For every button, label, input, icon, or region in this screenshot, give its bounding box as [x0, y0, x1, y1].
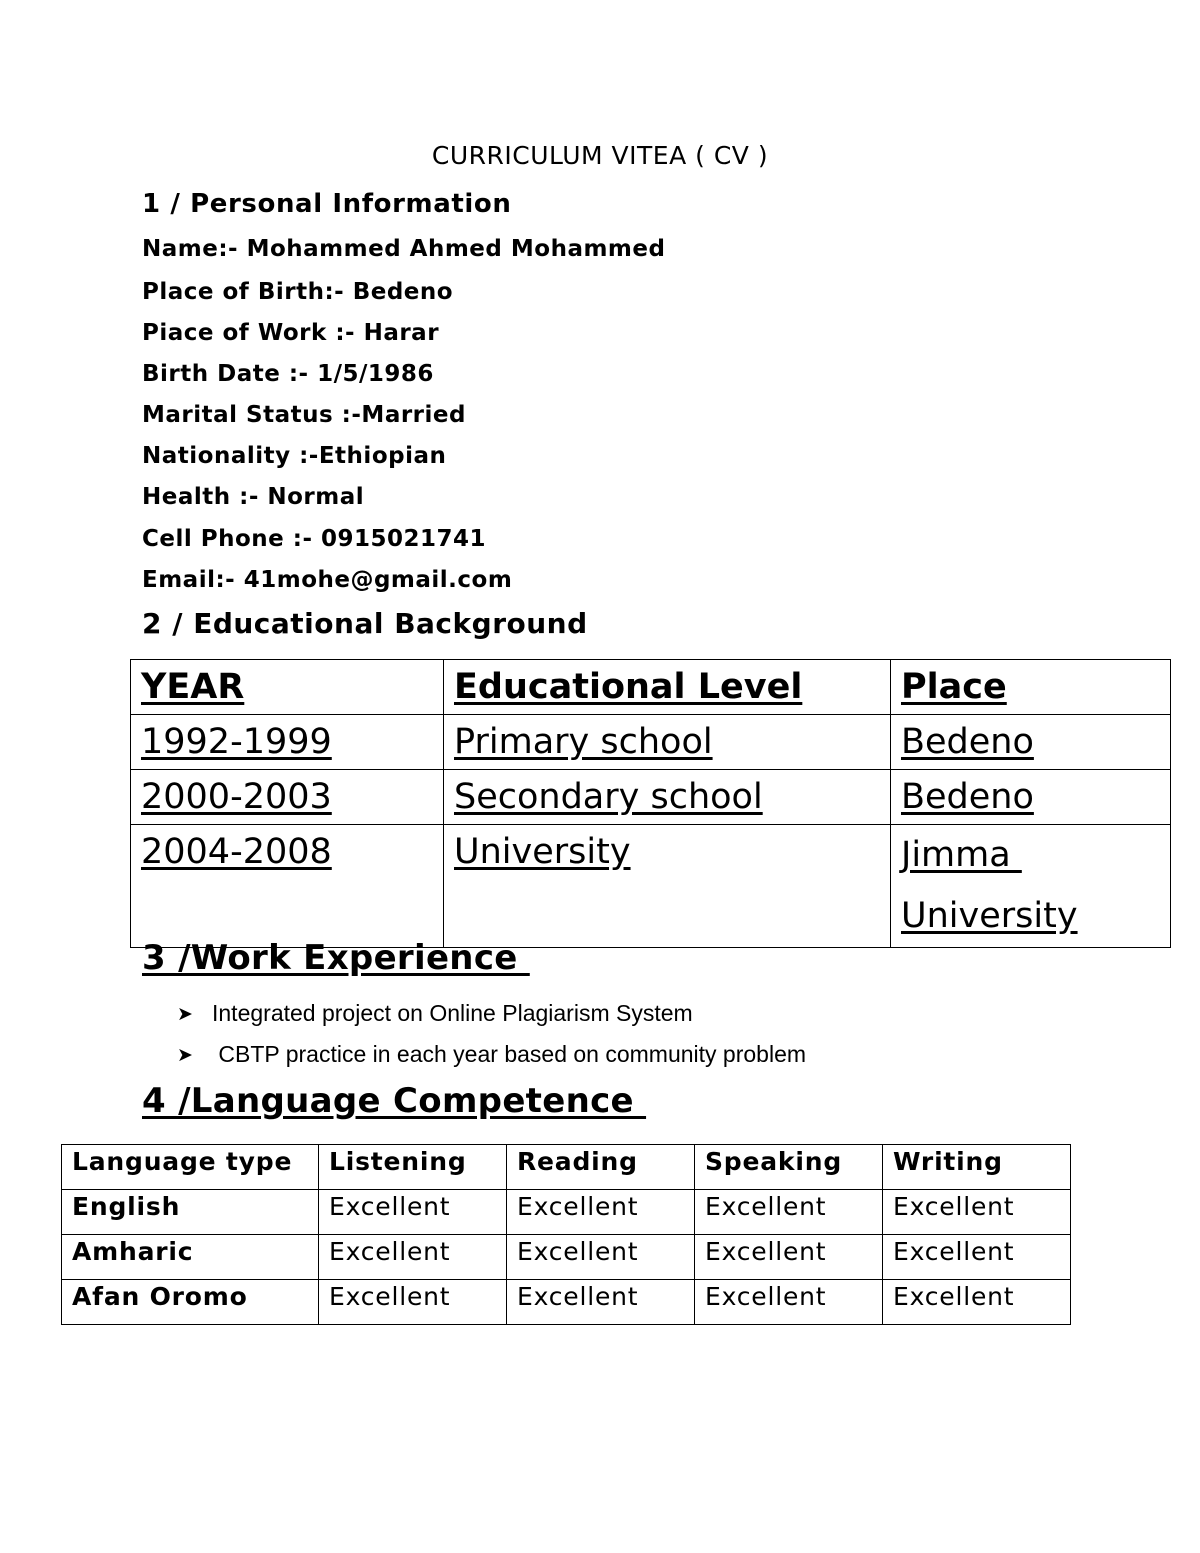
- language-header-listening: Listening: [319, 1145, 507, 1190]
- language-header-row: [62, 1145, 1071, 1190]
- education-place-cell: Bedeno: [891, 715, 1171, 770]
- language-name-cell: Afan Oromo: [62, 1280, 319, 1325]
- education-heading: 2 / Educational Background: [142, 607, 588, 640]
- language-name-cell: Amharic: [62, 1235, 319, 1280]
- arrow-bullet-icon: ➤: [177, 1044, 193, 1066]
- place-of-work-line: Piace of Work :- Harar: [142, 320, 440, 346]
- education-year-cell: 2000-2003: [131, 770, 444, 825]
- nationality-line: Nationality :-Ethiopian: [142, 443, 447, 469]
- language-header-reading: Reading: [507, 1145, 695, 1190]
- language-writing-cell: Excellent: [883, 1190, 1071, 1235]
- cell-phone-line: Cell Phone :- 0915021741: [142, 526, 487, 552]
- marital-status-line: Marital Status :-Married: [142, 402, 466, 428]
- language-row: [62, 1280, 1071, 1325]
- education-row: [131, 770, 1171, 825]
- work-experience-heading: 3 /Work Experience: [142, 938, 530, 978]
- education-year-cell: 1992-1999: [131, 715, 444, 770]
- language-row: [62, 1235, 1071, 1280]
- education-header-place: Place: [891, 660, 1171, 715]
- language-header-speaking: Speaking: [695, 1145, 883, 1190]
- education-level-cell: Primary school: [444, 715, 891, 770]
- language-speaking-cell: Excellent: [695, 1190, 883, 1235]
- education-place-line-2: University: [901, 896, 1078, 936]
- education-table: [130, 659, 1171, 948]
- education-header-year: YEAR: [131, 660, 444, 715]
- document-title: CURRICULUM VITEA ( CV ): [431, 141, 769, 170]
- language-header-writing: Writing: [883, 1145, 1071, 1190]
- language-speaking-cell: Excellent: [695, 1280, 883, 1325]
- health-line: Health :- Normal: [142, 484, 365, 510]
- education-place-cell: Bedeno: [891, 770, 1171, 825]
- language-speaking-cell: Excellent: [695, 1235, 883, 1280]
- language-reading-cell: Excellent: [507, 1235, 695, 1280]
- language-listening-cell: Excellent: [319, 1235, 507, 1280]
- language-heading: 4 /Language Competence: [142, 1081, 647, 1121]
- language-row: [62, 1190, 1071, 1235]
- education-year-cell: 2004-2008: [131, 825, 444, 948]
- education-header-level: Educational Level: [444, 660, 891, 715]
- work-item: CBTP practice in each year based on community problem: [212, 1041, 807, 1067]
- place-of-birth-line: Place of Birth:- Bedeno: [142, 279, 454, 305]
- language-writing-cell: Excellent: [883, 1235, 1071, 1280]
- language-reading-cell: Excellent: [507, 1190, 695, 1235]
- education-level-cell: University: [444, 825, 891, 948]
- name-line: Name:- Mohammed Ahmed Mohammed: [142, 236, 666, 262]
- language-header-type: Language type: [62, 1145, 319, 1190]
- language-listening-cell: Excellent: [319, 1190, 507, 1235]
- work-item: Integrated project on Online Plagiarism System: [212, 1000, 693, 1026]
- education-place-cell: [891, 825, 1171, 948]
- education-row: [131, 715, 1171, 770]
- language-reading-cell: Excellent: [507, 1280, 695, 1325]
- education-place-line-1: Jimma: [901, 835, 1022, 875]
- language-table: [61, 1144, 1071, 1325]
- education-level-cell: Secondary school: [444, 770, 891, 825]
- language-name-cell: English: [62, 1190, 319, 1235]
- personal-info-heading: 1 / Personal Information: [142, 189, 512, 219]
- language-listening-cell: Excellent: [319, 1280, 507, 1325]
- email-line: Email:- 41mohe@gmail.com: [142, 567, 513, 593]
- language-writing-cell: Excellent: [883, 1280, 1071, 1325]
- education-row: [131, 825, 1171, 948]
- birth-date-line: Birth Date :- 1/5/1986: [142, 361, 434, 387]
- education-header-row: [131, 660, 1171, 715]
- arrow-bullet-icon: ➤: [177, 1003, 193, 1025]
